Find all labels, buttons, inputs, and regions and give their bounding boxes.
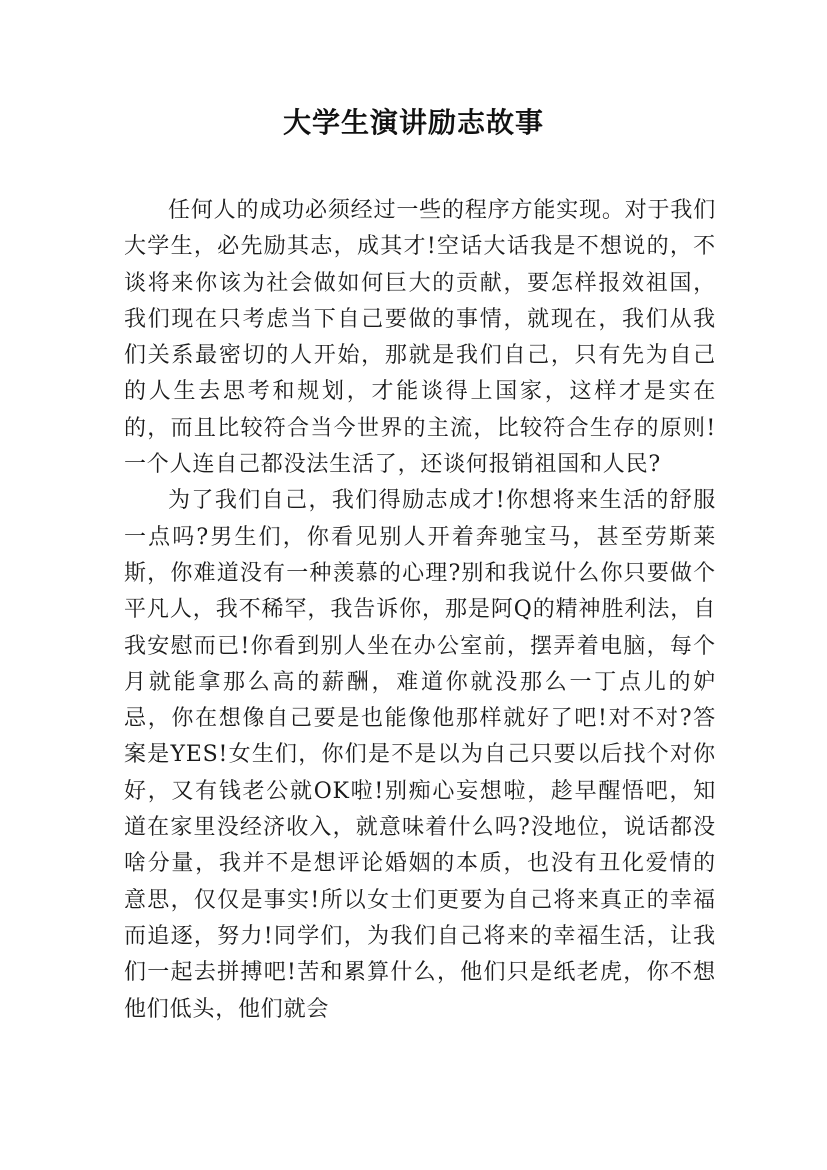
paragraph-2: 为了我们自己，我们得励志成才!你想将来生活的舒服一点吗?男生们，你看见别人开着奔驰宝马，甚至劳斯莱斯，你难道没有一种羡慕的心理?别和我说什么你只要做个平凡人，我不稀罕，我告诉你，那是阿Q的精神胜利法，自我安慰而已!你看到别人坐在办公室前，摆弄着电脑，每个月就能拿那么高的薪酬，难道你就没那么一丁点儿的妒忌，你在想像自己要是也能像他那样就好了吧!对不对?答案是YES!女生们，你们是不是以为自己只要以后找个对你好，又有钱老公就OK啦!别痴心妄想啦，趁早醒悟吧，知道在家里没经济收入，就意味着什么吗?没地位，说话都没啥分量，我并不是想评论婚姻的本质，也没有丑化爱情的意思，仅仅是事实!所以女士们更要为自己将来真正的幸福而追逐，努力!同学们，为我们自己将来的幸福生活，让我们一起去拼搏吧!苦和累算什么，他们只是纸老虎，你不想他们低头，他们就会 <box>124 488 716 1022</box>
document-title: 大学生演讲励志故事 <box>282 106 544 139</box>
document-body <box>124 193 716 1028</box>
paragraph-1: 任何人的成功必须经过一些的程序方能实现。对于我们大学生，必先励其志，成其才!空话大话我是不想说的，不谈将来你该为社会做如何巨大的贡献，要怎样报效祖国，我们现在只考虑当下自己要做的事情，就现在，我们从我们关系最密切的人开始，那就是我们自己，只有先为自己的人生去思考和规划，才能谈得上国家，这样才是实在的，而且比较符合当今世界的主流，比较符合生存的原则!一个人连自己都没法生活了，还谈何报销祖国和人民? <box>124 198 716 478</box>
